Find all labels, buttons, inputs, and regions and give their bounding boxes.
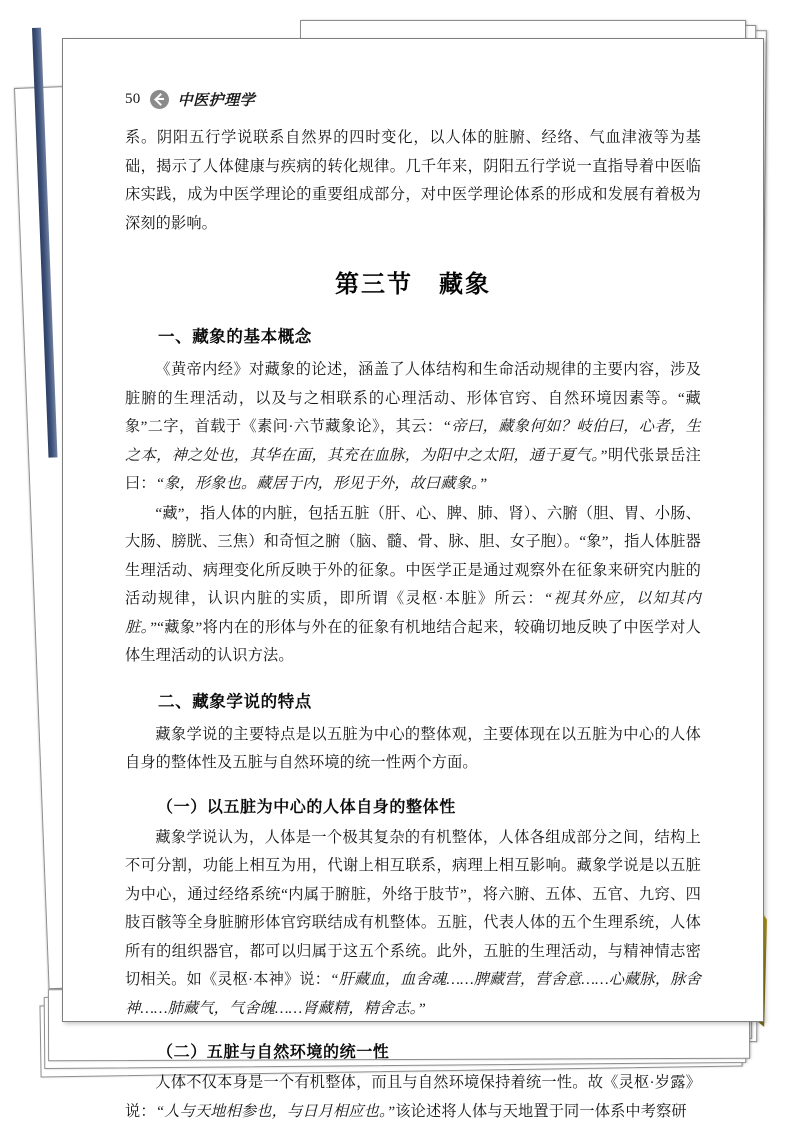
heading-subsection-one: （一）以五脏为中心的人体自身的整体性	[157, 798, 456, 816]
paragraph-1-1	[125, 356, 701, 499]
heading-cangxiang-features: 二、藏象学说的特点	[158, 692, 312, 711]
paragraph-2-2	[125, 1069, 701, 1126]
paragraph-2-1-1	[125, 824, 701, 1024]
heading-cangxiang-concept: 一、藏象的基本概念	[158, 328, 312, 346]
para-1-1-classical-quote: “帝曰，藏象何如？岐伯曰，心者，生之本，神之处也，其华在面，其充在血脉，为阳中之太阳，通于夏气。”	[125, 418, 702, 464]
paragraph-intro: 系。阴阳五行学说联系自然界的四时变化，以人体的脏腑、经络、气血津液等为基础，揭示了人体健康与疾病的转化规律。几千年来，阴阳五行学说一直指导着中医临床实践，成为中医学理论的重要组成部分，对中医学理论体系的形成和发展有着极为深刻的影响。	[125, 129, 701, 232]
back-arrow-icon[interactable]	[150, 90, 169, 109]
page-body	[125, 124, 701, 1126]
paragraph-1-2	[125, 500, 701, 671]
para-1-1-text-a: 《黄帝内经》对藏象的论述，涵盖了人体结构和生命活动规律的主要内容，涉及脏腑的生理活动，以及与之相联系的心理活动、形体官窍、自然环境因素等。“藏象”二字，首载于《素问·六节藏象论》，其云：	[125, 361, 701, 435]
para-2-2-text-b: 该论述将人体与天地置于同一体系中考察研	[395, 1102, 687, 1120]
running-head	[125, 89, 727, 110]
para-2-1-1-classical-quote: “肝藏血，血舍魂……脾藏营，营舍意……心藏脉，脉舍神……肺藏气，气舍魄……肾藏精，精舍志。”	[125, 971, 701, 1017]
page-number: 50	[125, 91, 141, 107]
para-2-2-classical-quote: “人与天地相参也，与日月相应也。”	[155, 1102, 396, 1120]
para-1-1-classical-quote-2: “象，形象也。藏居于内，形见于外，故曰藏象。”	[155, 475, 488, 492]
book-page	[62, 38, 764, 1120]
para-1-2-text-b: “藏象”将内在的形体与外在的征象有机地结合起来，较确切地反映了中医学对人体生理活动的认识方法。	[125, 618, 702, 664]
heading-subsection-two: （二）五脏与自然环境的统一性	[157, 1044, 390, 1061]
paragraph-2-1: 藏象学说的主要特点是以五脏为中心的整体观，主要体现在以五脏为中心的人体自身的整体性及五脏与自然环境的统一性两个方面。	[125, 725, 701, 771]
para-1-2-text-a: “藏”，指人体的内脏，包括五脏（肝、心、脾、肺、肾）、六腑（胆、胃、小肠、大肠、膀胱、三焦）和奇恒之腑（脑、髓、骨、脉、胆、女子胞）。“象”，指人体脏器生理活动、病理变化所反映于外的征象。中医学正是通过观察外在征象来研究内脏的活动规律，认识内脏的实质，即所谓《灵枢·本脏》所云：	[125, 504, 701, 607]
para-1-2-classical-quote: “视其外应，以知其内脏。”	[125, 590, 701, 636]
para-2-2-text-a: 人体不仅本身是一个有机整体，而且与自然环境保持着统一性。故《灵枢·岁露》说：	[125, 1074, 701, 1120]
para-2-1-1-text-a: 藏象学说认为，人体是一个极其复杂的有机整体，人体各组成部分之间，结构上不可分割，功能上相互为用，代谢上相互联系，病理上相互影响。藏象学说是以五脏为中心，通过经络系统“内属于腑脏，外络于肢节”，将六腑、五体、五官、九窍、四肢百骸等全身脏腑形体官窍联结成有机整体。五脏，代表人体的五个生理系统，人体所有的组织器官，都可以归属于这五个系统。此外，五脏的生理活动，与精神情志密切相关。如《灵枢·本神》说：	[125, 828, 701, 988]
para-1-1-text-b: 明代张景岳注曰：	[125, 446, 701, 492]
book-title: 中医护理学	[177, 93, 256, 109]
section-title: 第三节 藏象	[335, 272, 491, 298]
